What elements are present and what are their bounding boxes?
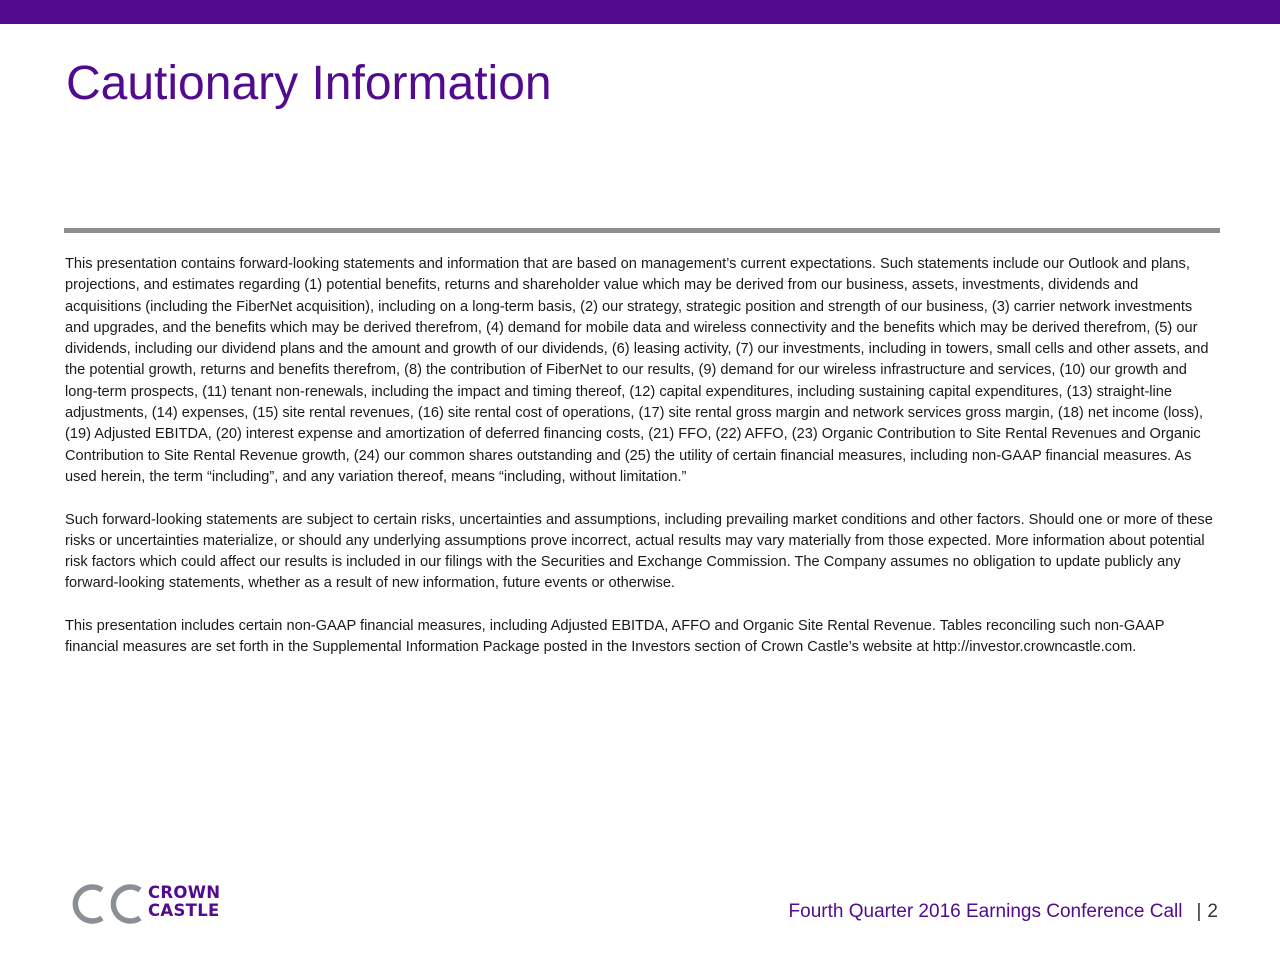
footer-separator: | [1196, 901, 1202, 922]
paragraph-forward-looking: This presentation contains forward-looking statements and information that are based on management’s current expectations. Such statements include our Outlook and plans, projections, and estimates regarding (1) potential benefits, returns and shareholder value which may be derived from our business, assets, investments, dividends and acquisitions (including the FiberNet acquisition), including on a long-term basis, (2) our strategy, strategic position and strength of our business, (3) carrier network investments and upgrades, and the benefits which may be derived therefrom, (4) demand for mobile data and wireless connectivity and the benefits which may be derived therefrom, (5) our dividends, including our dividend plans and the amount and growth of our dividends, (6) leasing activity, (7) our investments, including in towers, small cells and other assets, and the potential growth, returns and benefits therefrom, (8) the contribution of FiberNet to our results, (9) demand for our wireless infrastructure and services, (10) our growth and long-term prospects, (11) tenant non-renewals, including the impact and timing thereof, (12) capital expenditures, including sustaining capital expenditures, (13) straight-line adjustments, (14) expenses, (15) site rental revenues, (16) site rental cost of operations, (17) site rental gross margin and network services gross margin, (18) net income (loss), (19) Adjusted EBITDA, (20) interest expense and amortization of deferred financing costs, (21) FFO, (22) AFFO, (23) Organic Contribution to Site Rental Revenues and Organic Contribution to Site Rental Revenue growth, (24) our common shares outstanding and (25) the utility of certain financial measures, including non-GAAP financial measures. As used herein, the term “including”, and any variation thereof, means “including, without limitation.” [65, 256, 1209, 485]
paragraph-non-gaap: This presentation includes certain non-GAAP financial measures, including Adjusted EBITDA, AFFO and Organic Site Rental Revenue. Tables reconciling such non-GAAP financial measures are set forth in the Supplemental Information Package posted in the Investors section of Crown Castle’s website at http://investor.crowncastle.com. [65, 618, 1165, 656]
top-accent-bar [0, 0, 1280, 24]
title-divider [64, 228, 1220, 233]
logo-line-2: CASTLE [148, 901, 220, 920]
disclaimer-body [65, 254, 1215, 680]
page-number: 2 [1207, 901, 1218, 922]
paragraph-risks: Such forward-looking statements are subject to certain risks, uncertainties and assumptions, including prevailing market conditions and other factors. Should one or more of these risks or uncertainties materialize, or should any underlying assumptions prove incorrect, actual results may vary materially from those expected. More information about potential risk factors which could affect our results is included in our filings with the Securities and Exchange Commission. The Company assumes no obligation to update publicly any forward-looking statements, whether as a result of new information, future events or otherwise. [65, 511, 1213, 592]
footer [789, 899, 1218, 925]
logo-wordmark [148, 884, 220, 920]
crown-castle-logo [64, 880, 234, 928]
logo-line-1: CROWN [148, 883, 221, 902]
footer-event-title: Fourth Quarter 2016 Earnings Conference Call [788, 901, 1183, 922]
crown-castle-logo-icon [64, 880, 144, 928]
page-title: Cautionary Information [66, 57, 552, 110]
